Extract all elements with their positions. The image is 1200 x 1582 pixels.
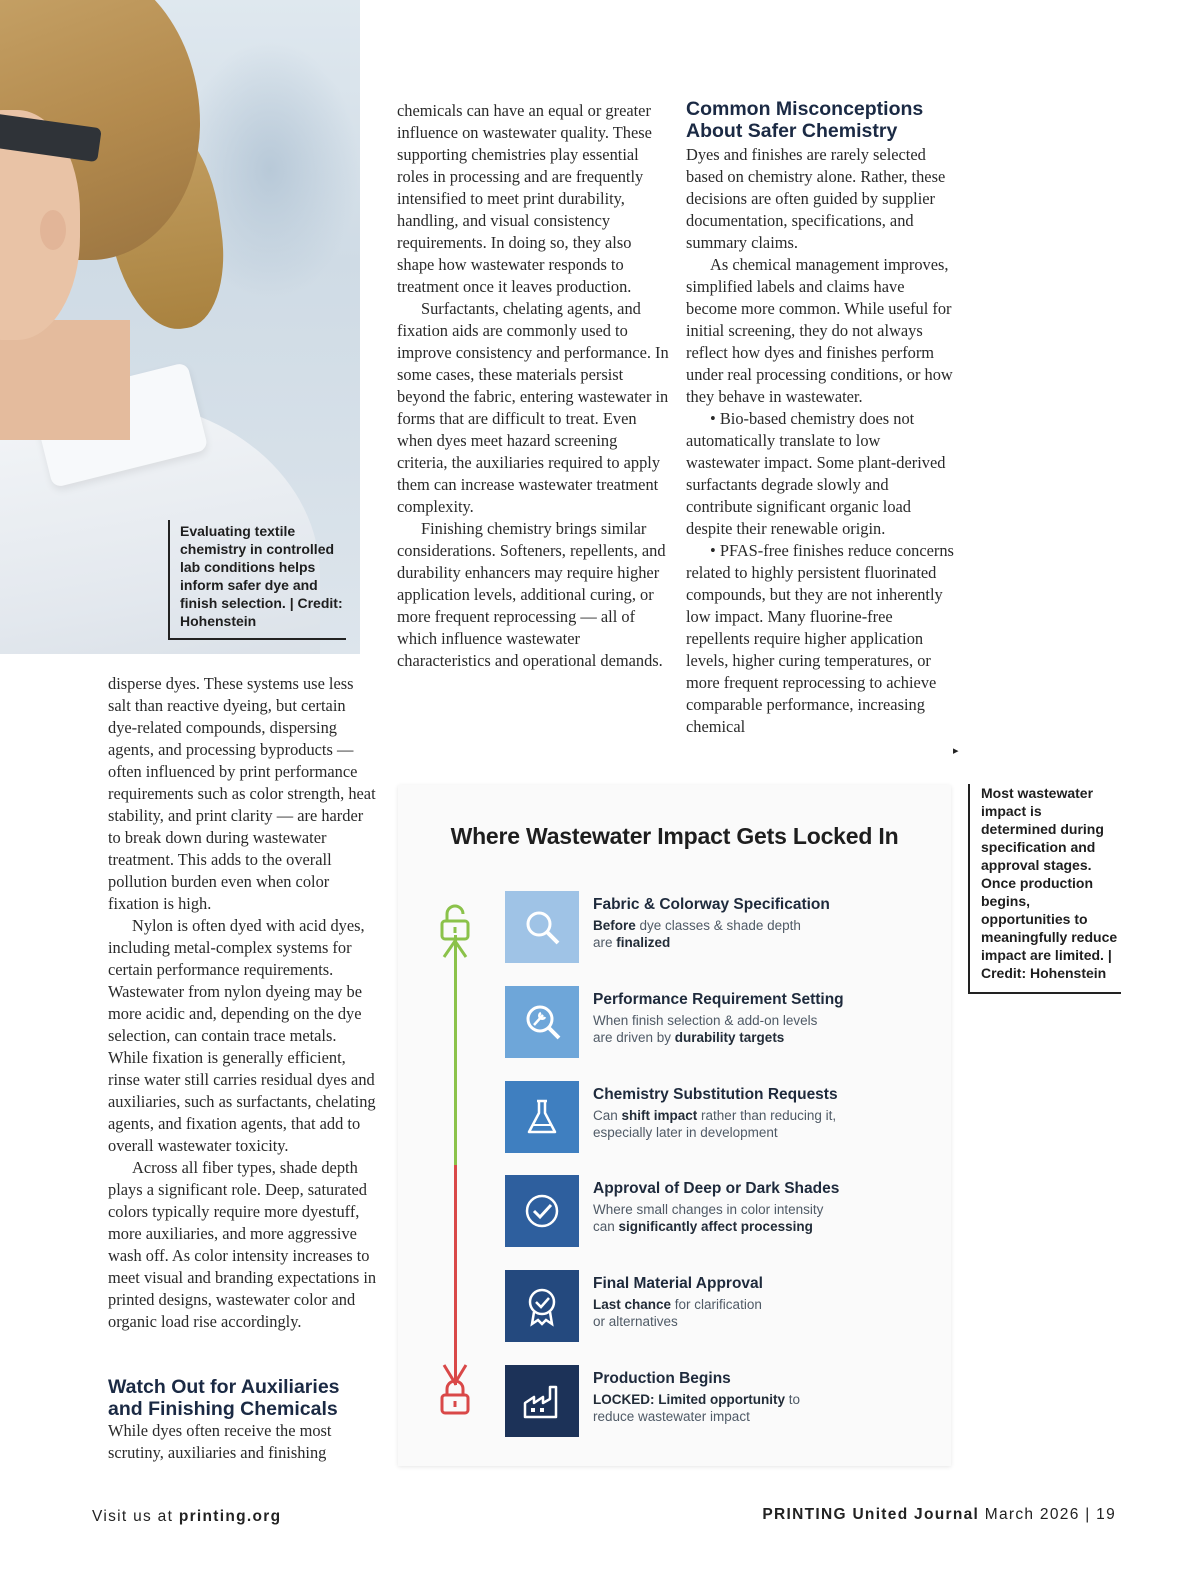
timeline-line [454, 935, 457, 1385]
infographic [398, 785, 951, 1466]
step-title: Performance Requirement Setting [593, 991, 844, 1008]
check-circle-icon [520, 1189, 564, 1233]
paragraph: disperse dyes. These systems use less salt than reactive dyeing, but certain dye-related compounds, dispersing agents, and processing byproducts — often influenced by print performance requirements such as color strength, heat stability, and print clarity — are harder to break down during wastewater treatment. This adds to the overall pollution burden even when color fixation is high. [108, 674, 376, 913]
step-tile [505, 1270, 579, 1342]
step-description: LOCKED: Limited opportunity to reduce wastewater impact [593, 1392, 800, 1424]
step-description: When finish selection & add-on levels are driven by durability targets [593, 1013, 818, 1045]
footer-visit: Visit us at printing.org [92, 1508, 282, 1525]
paragraph: While dyes often receive the most scrutiny, auxiliaries and finishing [108, 1421, 332, 1462]
continue-arrow-icon: ▸ [953, 745, 959, 757]
bullet-paragraph: • Bio-based chemistry does not automatically translate to low wastewater impact. Some plant-derived surfactants degrade slowly and contribute significant organic load despite their renewable origin. [686, 409, 946, 538]
infographic-title: Where Wastewater Impact Gets Locked In [450, 823, 899, 849]
paragraph: Surfactants, chelating agents, and fixation aids are commonly used to improve consistency and performance. In some cases, these materials persist beyond the fabric, entering wastewater in forms that are difficult to treat. Even when dyes meet hazard screening criteria, the auxiliaries required to apply them can increase wastewater treatment complexity. [397, 299, 669, 516]
paragraph: Dyes and finishes are rarely selected based on chemistry alone. Rather, these decisions are often guided by supplier documentation, specifications, and summary claims. [686, 145, 946, 252]
infographic-caption: Most wastewater impact is determined during specification and approval stages. Once production begins, opportunities to meaningfully reduce impact are limited. | Credit: Hohenstein [968, 784, 1121, 994]
step-title: Fabric & Colorway Specification [593, 896, 830, 913]
paragraph: Across all fiber types, shade depth plays a significant role. Deep, saturated colors typically require more dyestuff, more auxiliaries, and more aggressive wash off. As color intensity increases to meet visual and branding expectations in printed designs, wastewater color and organic load rise accordingly. [108, 1158, 377, 1331]
step-tile [505, 1365, 579, 1437]
step-tile [505, 1081, 579, 1153]
footer-site-link[interactable]: printing.org [178, 1508, 282, 1525]
magnifier-icon [520, 905, 564, 949]
factory-icon [520, 1379, 564, 1423]
paragraph: Finishing chemistry brings similar considerations. Softeners, repellents, and durability enhancers may require higher application levels, additional curing, or more frequent reprocessing — all of which influence wastewater characteristics and operational demands. [397, 519, 666, 670]
footer-journal: PRINTING United Journal March 2026 | 19 [762, 1506, 1116, 1523]
step-approval-deep-shades [505, 1175, 935, 1247]
step-description: Can shift impact rather than reducing it, especially later in development [593, 1108, 837, 1140]
step-title: Chemistry Substitution Requests [593, 1086, 838, 1103]
step-fabric-specification [505, 891, 935, 963]
step-performance-requirement [505, 986, 935, 1058]
step-description: Before dye classes & shade depth are finalized [593, 918, 801, 950]
column-3 [686, 144, 954, 738]
step-title: Approval of Deep or Dark Shades [593, 1180, 840, 1197]
step-title: Production Begins [593, 1370, 731, 1387]
step-title: Final Material Approval [593, 1275, 763, 1292]
photo-caption: Evaluating textile chemistry in controlled lab conditions helps inform safer dye and finish selection. | Credit: Hohenstein [168, 520, 346, 640]
column-1 [108, 673, 378, 1333]
paragraph: Nylon is often dyed with acid dyes, including metal-complex systems for certain performance requirements. Wastewater from nylon dyeing may be more acidic and, depending on the dye selection, can contain trace metals. While fixation is generally efficient, rinse water still carries residual dyes and auxiliaries, such as surfactants, chelating agents, and fixation agents, that add to overall wastewater toxicity. [108, 916, 376, 1155]
section-heading-auxiliaries: Watch Out for Auxiliaries and Finishing Chemicals [108, 1376, 340, 1420]
search-wrench-icon [520, 1000, 564, 1044]
paragraph: chemicals can have an equal or greater influence on wastewater quality. These supporting chemistries play essential roles in processing and are frequently intensified to meet print durability, handling, and visual consistency requirements. In doing so, they also shape how wastewater responds to treatment once it leaves production. [397, 101, 652, 296]
step-description: Last chance for clarification or alternatives [593, 1297, 762, 1329]
lock-icon [437, 1377, 473, 1417]
column-1-continued [108, 1420, 378, 1464]
step-description: Where small changes in color intensity can significantly affect processing [593, 1202, 824, 1234]
badge-check-icon [520, 1284, 564, 1328]
paragraph: As chemical management improves, simplified labels and claims have become more common. While useful for initial screening, they do not always reflect how dyes and finishes perform under real processing conditions, or how they behave in wastewater. [686, 255, 953, 406]
bullet-paragraph: • PFAS-free finishes reduce concerns related to highly persistent fluorinated compounds, but they are not inherently low impact. Many fluorine-free repellents require higher application levels, higher curing temperatures, or more frequent reprocessing to achieve comparable performance, increasing chemical [686, 541, 954, 736]
step-tile [505, 1175, 579, 1247]
arrow-up-icon [442, 937, 468, 963]
step-final-material-approval [505, 1270, 935, 1342]
step-tile [505, 891, 579, 963]
flask-icon [520, 1095, 564, 1139]
column-2 [397, 100, 669, 672]
step-chemistry-substitution [505, 1081, 935, 1153]
step-tile [505, 986, 579, 1058]
step-production-begins [505, 1365, 935, 1437]
section-heading-misconceptions: Common Misconceptions About Safer Chemistry [686, 98, 924, 142]
